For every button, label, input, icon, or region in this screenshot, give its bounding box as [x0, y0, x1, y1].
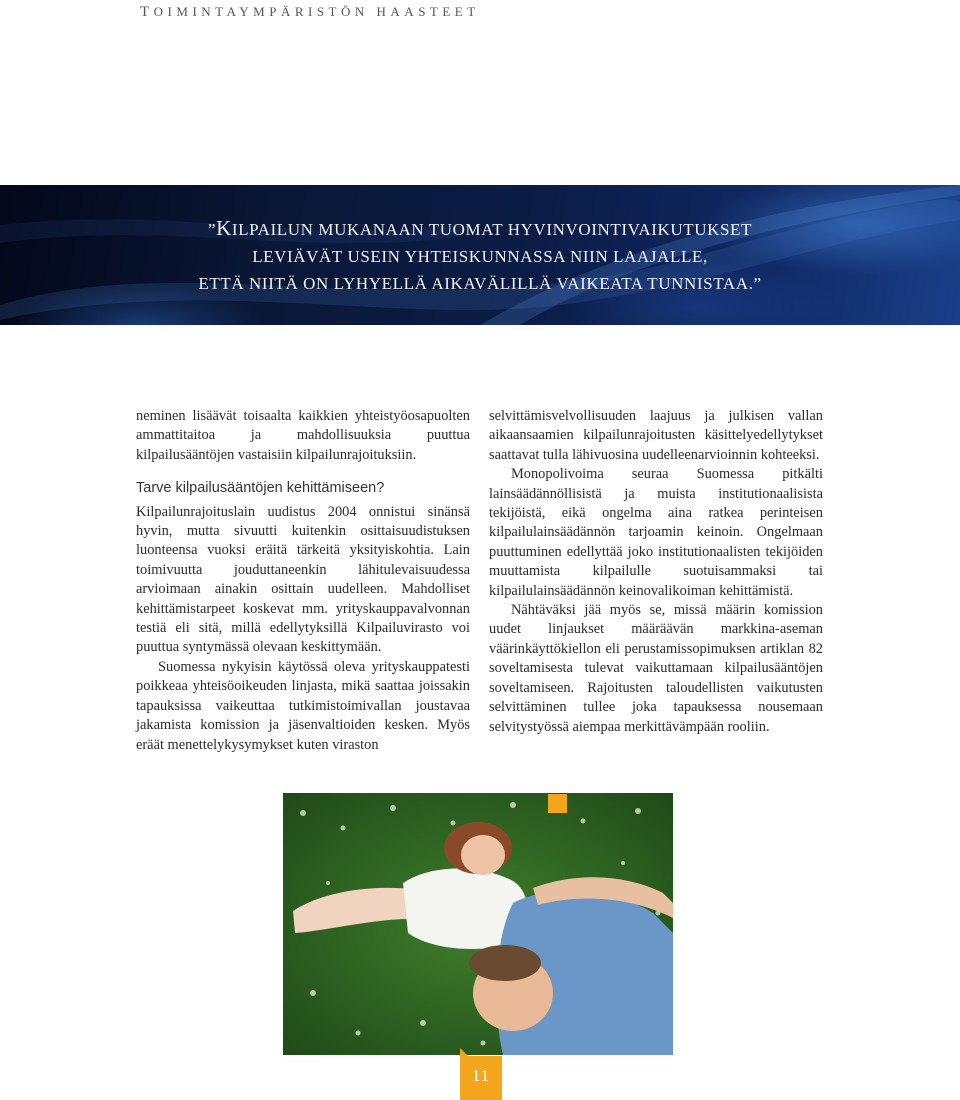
pull-quote [0, 215, 960, 297]
quote-close-mark: ” [753, 274, 762, 293]
right-paragraph-1: selvittämisvelvollisuuden laajuus ja julkisen vallan aikaansaamien kilpailunrajoitusten käsittelyedellytykset saattavat tulla lähivuosina uudelleenarvioinnin kohteeksi. [489, 408, 823, 463]
page-number: 11 [471, 1066, 491, 1085]
quote-banner [0, 185, 960, 325]
couple-photo [283, 793, 673, 1055]
left-paragraph-1: neminen lisäävät toisaalta kaikkien yhteistyöosapuolten ammattitaitoa ja mahdollisuuksia puuttua kilpailusääntöjen vastaisiin kilpailunrajoituksiin. [136, 408, 470, 463]
right-paragraph-3: Nähtäväksi jää myös se, missä määrin komission uudet linjaukset määräävän markkina-aseman väärinkäyttökiellon eli perustamissopimuksen artiklan 82 soveltamisesta tulevat vaikuttamaan kilpailusääntöjen soveltamiseen. Rajoitusten taloudellisten vaikutusten selvittäminen tullee joka tapauksessa nousemaan selvitystyössä aiempaa merkittävämpään rooliin. [489, 602, 823, 735]
quote-line-1: ILPAILUN MUKANAAN TUOMAT HYVINVOINTIVAIKUTUKSET [231, 220, 752, 239]
right-column [489, 407, 823, 737]
quote-line-2: LEVIÄVÄT USEIN YHTEISKUNNASSA NIIN LAAJALLE, [252, 247, 708, 266]
right-paragraph-2: Monopolivoima seuraa Suomessa pitkälti lainsäädännöllisistä ja muista institutionaalisista tekijöistä, eikä ongelma aina ratkea perinteisen kilpailulainsäädännön tarjoamin keinoin. Ongelmaan puuttuminen edellyttää joko institutionaalisten tekijöiden muuttamista kilpailulle suotuisammaksi tai kilpailulainsäädännön keinovalikoiman kehittämistä. [489, 466, 823, 599]
section-subheading: Tarve kilpailusääntöjen kehittämiseen? [136, 480, 385, 497]
left-paragraph-3: Suomessa nykyisin käytössä oleva yrityskauppatesti poikkeaa yhteisöoikeuden linjasta, mikä saattaa joissakin tapauksissa vaikeuttaa tutkimistoimivallan joustavaa jakamista komission ja jäsenvaltioiden kesken. Myös eräät menettelykysymykset kuten viraston [136, 658, 470, 753]
left-paragraph-2: Kilpailunrajoituslain uudistus 2004 onnistui sinänsä hyvin, mutta sivuutti kuitenkin osittaisuudistuksen luonteensa vuoksi eräitä tärkeitä yksityiskohtia. Lain toimivuutta jouduttaneenkin lähitulevaisuudessa arvioimaan ainakin osittain uudelleen. Mahdolliset kehittämistarpeet koskevat mm. yrityskauppavalvonnan testiä eli sitä, millä edellytyksillä Kilpailuvirasto voi puuttua syntymässä olevaan keskittymään. [136, 503, 470, 656]
couple-lying-on-grass-photo [283, 793, 673, 1055]
running-header: TOIMINTAYMPÄRISTÖN HAASTEET [140, 4, 480, 20]
orange-square-icon [548, 794, 567, 813]
quote-line-3: ETTÄ NIITÄ ON LYHYELLÄ AIKAVÄLILLÄ VAIKEATA TUNNISTAA. [198, 274, 754, 293]
page-number-tab [460, 1048, 502, 1100]
left-column [136, 407, 470, 755]
quote-initial: K [216, 216, 232, 240]
quote-open-mark: ” [207, 220, 217, 239]
